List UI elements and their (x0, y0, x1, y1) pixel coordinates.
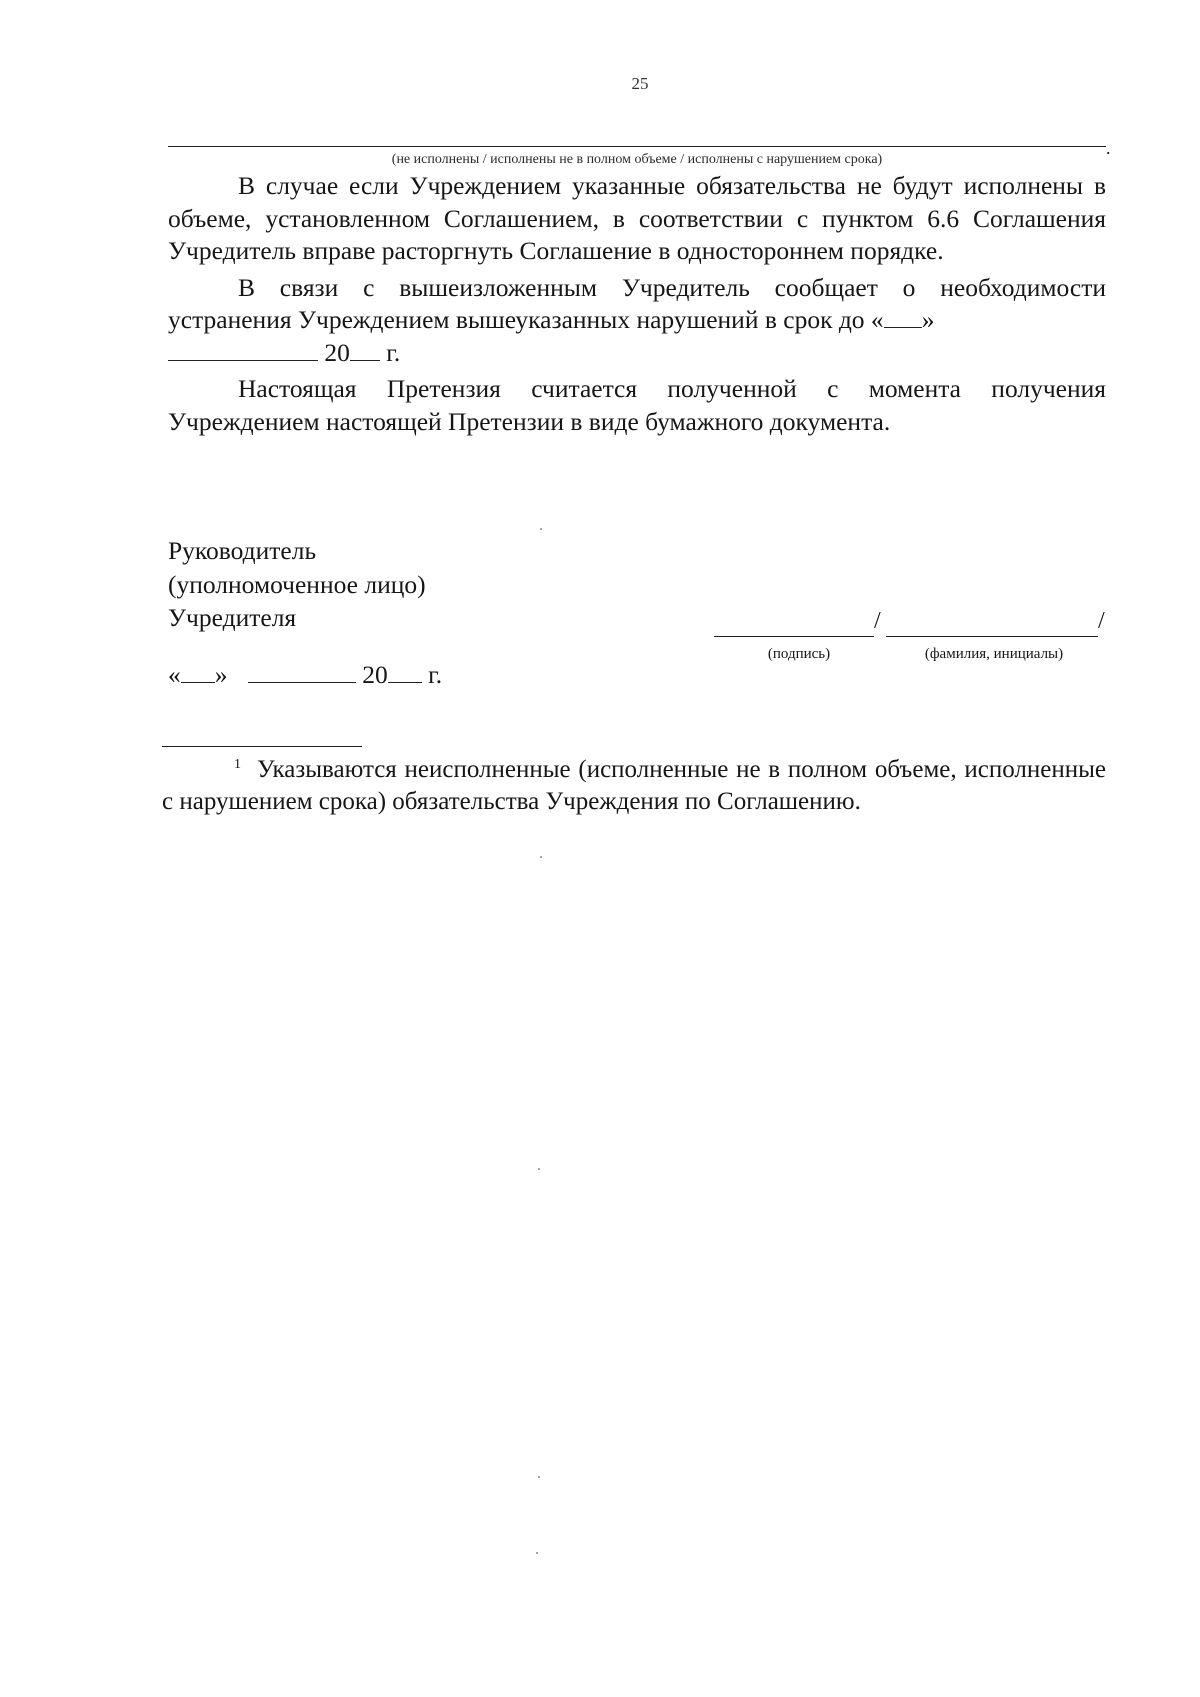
signature-slash: / (874, 608, 881, 634)
deadline-year: 20 (324, 337, 350, 367)
deadline-year-suffix: г. (386, 337, 401, 367)
date-close-quote: » (214, 660, 228, 689)
date-suffix: г. (428, 660, 443, 689)
paragraph-deadline (168, 272, 1106, 370)
signature-caption: (подпись) (767, 646, 831, 662)
fill-in-caption: (не исполнены / исполнены не в полном объеме / исполнены с нарушением срока) (391, 152, 883, 167)
scan-speck (540, 856, 542, 858)
name-slash: / (1098, 608, 1105, 634)
footnote (162, 754, 1106, 818)
signature-line (714, 636, 874, 637)
signatory-block (168, 534, 426, 635)
deadline-month-blank (168, 338, 318, 361)
footnote-mark: 1 (234, 756, 241, 772)
date-year: 20 (362, 660, 388, 689)
date-line (168, 660, 442, 690)
scan-speck (538, 1168, 540, 1170)
signatory-authorized: (уполномоченное лицо) (168, 569, 426, 599)
paragraph-receipt: Настоящая Претензия считается полученной с момента получения Учреждением настоящей Претензии в виде бумажного документа. (168, 374, 1106, 436)
footnote-text: Указываются неисполненные (исполненные не в полном объеме, исполненные с нарушением срока) обязательства Учреждения по Соглашению. (162, 756, 1106, 815)
date-day-blank (181, 660, 215, 683)
signature-block (714, 606, 1106, 666)
footnote-separator (162, 746, 362, 747)
date-open-quote: « (168, 660, 181, 689)
deadline-day-blank (884, 305, 922, 328)
fill-in-line (168, 146, 1106, 147)
name-caption: (фамилия, инициалы) (924, 646, 1064, 662)
paragraph-termination: В случае если Учреждением указанные обязательства не будут исполнены в объеме, установленном Соглашением, в соответствии с пунктом 6.6 Соглашения Учредитель вправе расторгнуть Соглашение в одностороннем порядке. (168, 171, 1106, 265)
deadline-text: В связи с вышеизложенным Учредитель сообщает о необходимости устранения Учреждением вышеуказанных нарушений в срок до « (168, 272, 1106, 334)
signatory-founder: Учредителя (168, 603, 297, 632)
scan-speck (538, 1476, 540, 1478)
deadline-quote-close: » (921, 305, 935, 334)
date-year-blank (388, 660, 422, 683)
name-line (886, 636, 1098, 637)
signatory-title: Руководитель (168, 536, 317, 565)
date-month-blank (248, 660, 356, 683)
deadline-year-blank (350, 338, 380, 361)
scan-speck (536, 1552, 538, 1554)
scan-speck (540, 528, 542, 530)
line-end-dot: . (1106, 138, 1111, 158)
page-number: 25 (631, 74, 649, 93)
claim-body (168, 170, 1106, 442)
